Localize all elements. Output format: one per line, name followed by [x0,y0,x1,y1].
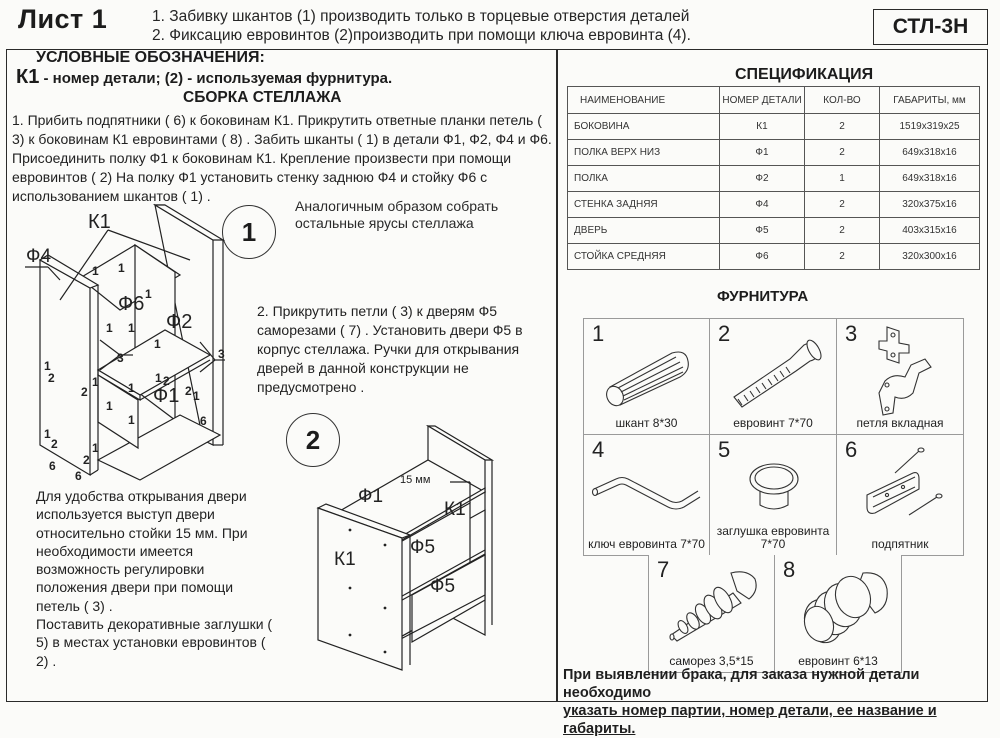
label-f5-top: Ф5 [410,537,436,558]
spec-qty: 2 [805,244,880,270]
legend-title: УСЛОВНЫЕ ОБОЗНАЧЕНИЯ: [36,49,265,66]
hardware-item-8 [774,555,902,673]
spec-row [568,166,980,192]
hardware-mark: 3 [218,347,225,361]
spec-qty: 2 [805,192,880,218]
column-divider [556,49,558,702]
spec-size: 649x318x16 [880,166,980,192]
hardware-mark: 1 [92,375,99,389]
hardware-mark: 1 [106,399,113,413]
hardware-mark: 2 [48,371,55,385]
hardware-mark: 1 [128,321,135,335]
spec-size: 1519x319x25 [880,114,980,140]
hardware-mark: 1 [155,371,162,385]
label-f1: Ф1 [358,486,384,507]
hardware-label: петля вкладная [856,416,944,430]
sheet-title: Лист 1 [18,4,108,34]
step2-text: 2. Прикрутить петли ( 3) к дверям Ф5 саморезами ( 7) . Установить двери Ф5 в корпус стеллажа. Ручки для открывания дверей в данной конструкции не предусмотрено . [257,303,523,395]
hardware-label: евровинт 6*13 [798,654,878,668]
cap-plug-icon [746,459,802,515]
short-euroscrew-icon [797,569,893,649]
hardware-label: саморез 3,5*15 [669,654,754,668]
hardware-mark: 6 [75,469,82,483]
hardware-label: евровинт 7*70 [733,416,813,430]
step-number-1: 1 [222,205,276,259]
hardware-mark: 6 [200,414,207,428]
hex-key-icon [590,473,706,515]
hardware-mark: 1 [128,413,135,427]
hardware-mark: 1 [145,287,152,301]
hardware-mark: 2 [81,385,88,399]
spec-row [568,114,980,140]
tip-text-2: Поставить декоративные заглушки ( 5) в местах установки евровинтов ( 2) . [36,616,273,669]
label-k1-back: К1 [444,499,466,520]
hardware-item-6 [836,434,964,556]
hardware-number: 6 [845,437,858,462]
hardware-number: 8 [783,557,796,582]
hardware-mark: 1 [106,321,113,335]
hardware-mark: 2 [51,437,58,451]
spec-size: 403x315x16 [880,218,980,244]
hardware-number: 1 [592,321,605,346]
dowel-icon [602,347,698,409]
spec-part: К1 [720,114,805,140]
spec-part: Ф4 [720,192,805,218]
assembly-diagram-1 [20,200,250,483]
spec-part: Ф1 [720,140,805,166]
spec-title: СПЕЦИФИКАЦИЯ [735,66,874,83]
hardware-mark: 6 [49,459,56,473]
hardware-number: 7 [657,557,670,582]
hardware-item-5 [709,434,837,556]
warning-line-2: указать номер партии, номер детали, ее название и габариты. [563,703,937,737]
top-notes [152,7,691,45]
label-f2: Ф2 [166,311,193,333]
spec-qty: 2 [805,218,880,244]
top-note: 2. Фиксацию евровинтов (2)производить при помощи ключа евровинта (4). [152,27,691,44]
label-offset: 15 мм [400,474,431,486]
spec-qty: 1 [805,166,880,192]
hardware-mark: 1 [118,261,125,275]
step1-note: Аналогичным образом собрать остальные ярусы стеллажа [295,198,499,231]
label-f1: Ф1 [153,385,180,407]
spec-row [568,192,980,218]
spec-size: 320x375x16 [880,192,980,218]
spec-part: Ф5 [720,218,805,244]
spec-name: ДВЕРЬ [568,218,720,244]
hardware-item-2 [709,318,837,435]
spec-name: ПОЛКА ВЕРХ НИЗ [568,140,720,166]
label-k1-front: К1 [334,549,356,570]
hardware-item-7 [648,555,775,673]
spec-size: 320x300x16 [880,244,980,270]
hardware-mark: 2 [185,384,192,398]
hardware-number: 2 [718,321,731,346]
spec-size: 649x318x16 [880,140,980,166]
glider-icon [859,445,955,529]
spec-row [568,244,980,270]
hardware-mark: 1 [92,441,99,455]
spec-header-row [568,87,980,114]
step-number-2: 2 [286,413,340,467]
spec-qty: 2 [805,140,880,166]
hardware-label: подпятник [871,537,929,551]
assembly-diagram-2 [310,420,510,660]
label-f5-bottom: Ф5 [430,576,456,597]
hardware-mark: 1 [92,264,99,278]
col-part: НОМЕР ДЕТАЛИ [720,87,805,114]
model-code: СТЛ-3Н [873,9,988,45]
hardware-title: ФУРНИТУРА [717,288,809,305]
spec-table [567,86,980,270]
col-name: НАИМЕНОВАНИЕ [568,87,720,114]
hardware-label: заглушка евровинта 7*70 [716,524,830,551]
hardware-label: ключ евровинта 7*70 [588,537,705,551]
hardware-item-3 [836,318,964,435]
label-f6: Ф6 [118,293,145,315]
col-qty: КОЛ-ВО [805,87,880,114]
spec-name: ПОЛКА [568,166,720,192]
spec-qty: 2 [805,114,880,140]
hardware-number: 4 [592,437,605,462]
spec-part: Ф2 [720,166,805,192]
legend-line [16,66,392,89]
label-f4: Ф4 [26,246,52,267]
hardware-mark: 1 [154,337,161,351]
self-tapping-screw-icon [667,567,767,647]
warning-line-1: При выявлении брака, для заказа нужной детали необходимо [563,667,920,701]
spec-name: СТОЙКА СРЕДНЯЯ [568,244,720,270]
step1-text: 1. Прибить подпятники ( 6) к боковинам К1. Прикрутить ответные планки петель ( 3) к боковинам К1 евровинтами ( 8) . Забить шканты ( 1) в детали Ф1, Ф2, Ф4 и Ф6. Присоединить полку Ф1 к боковинам К1. Крепление произвести при помощи евровинтов ( 2) На полку Ф1 установить стенку заднюю Ф4 и стойку Ф6 с использованием шкантов ( 1) . [12,112,552,204]
legend-hardware-symbol: (2) [164,70,184,87]
hardware-item-1 [583,318,710,435]
hinge-icon [865,323,945,419]
hardware-number: 3 [845,321,858,346]
hardware-mark: 1 [193,389,200,403]
spec-row [568,218,980,244]
label-k1: К1 [88,211,111,233]
hardware-mark: 1 [128,381,135,395]
hardware-mark: 2 [83,453,90,467]
hardware-mark: 2 [163,374,170,388]
spec-name: СТЕНКА ЗАДНЯЯ [568,192,720,218]
legend-part-symbol: К1 [16,66,40,88]
euroscrew-icon [724,331,834,411]
hardware-mark: 1 [44,359,51,373]
assembly-title: СБОРКА СТЕЛЛАЖА [183,89,342,106]
hardware-number: 5 [718,437,731,462]
col-size: ГАБАРИТЫ, мм [880,87,980,114]
top-note: 1. Забивку шкантов (1) производить только в торцевые отверстия деталей [152,8,690,25]
hardware-label: шкант 8*30 [615,416,678,430]
spec-part: Ф6 [720,244,805,270]
tip-text-1: Для удобства открывания двери используется выступ двери относительно стойки 15 мм. При необходимости имеется возможность регулировки положения двери при помощи петель ( 3) . [36,488,248,614]
hardware-item-4 [583,434,710,556]
legend-hardware-text: - используемая фурнитура. [183,70,393,87]
spec-name: БОКОВИНА [568,114,720,140]
spec-row [568,140,980,166]
hardware-mark: 1 [44,427,51,441]
hardware-mark: 3 [117,351,124,365]
defect-warning [563,666,1000,738]
legend-part-text: - номер детали; [39,70,161,87]
door-tip [36,487,276,670]
